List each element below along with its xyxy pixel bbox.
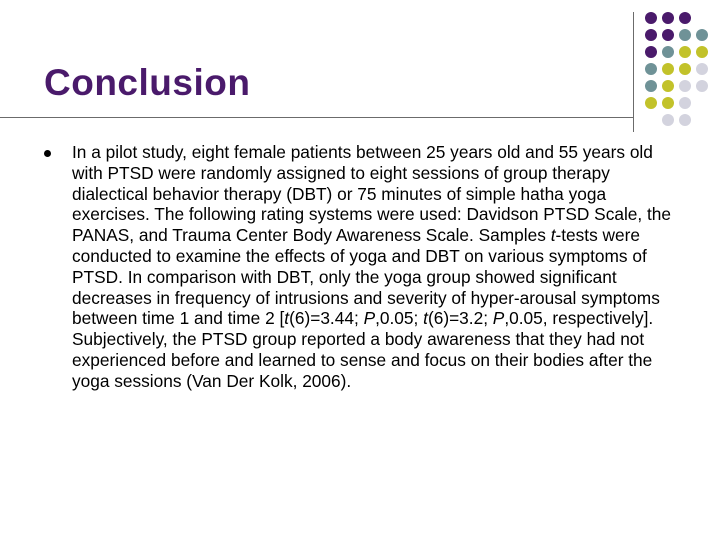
bullet-text: [72, 142, 684, 392]
text-segment: (6)=3.2;: [427, 308, 493, 329]
decorative-dot: [645, 46, 657, 58]
italic-text-segment: t: [550, 225, 556, 246]
text-segment: In a pilot study, eight female patients between 25 years old and 55 years old with PTSD were randomly assigned to eight sessions of group therapy dialectical behavior therapy (DBT) or 75 minutes of simple hatha yoga exercises. The following rating systems were used: Davidson PTSD Scale, the PANAS, and Trauma Center Body Awareness Scale. Samples: [72, 142, 672, 246]
decorative-dot: [662, 12, 674, 24]
bullet-dot-icon: [44, 150, 51, 157]
decorative-dot: [679, 29, 691, 41]
italic-text-segment: P: [363, 308, 376, 329]
text-segment: -tests were conducted to examine the effects of yoga and DBT on various symptoms of PTSD. In comparison with DBT, only the yoga group showed significant decreases in frequency of intrusions and severity of hyper-arousal symptoms between time 1 and time 2 [: [72, 225, 660, 329]
italic-text-segment: t: [423, 308, 428, 329]
bullet-item: [44, 142, 684, 392]
decorative-dot: [645, 80, 657, 92]
decorative-dot: [662, 114, 674, 126]
decorative-dot: [679, 80, 691, 92]
italic-text-segment: t: [284, 308, 290, 329]
decorative-dot: [696, 63, 708, 75]
italic-text-segment: P: [492, 308, 505, 329]
decorative-dot: [696, 46, 708, 58]
decorative-dot: [679, 114, 691, 126]
decorative-dot: [662, 80, 674, 92]
text-segment: ,0.05, respectively]. Subjectively, the PTSD group reported a body awareness that they had not experienced before and learned to sense and focus on their bodies after the yoga sessions (Van Der Kolk, 2006).: [72, 308, 654, 391]
decorative-dot: [679, 46, 691, 58]
decorative-dot: [696, 80, 708, 92]
decorative-dot: [662, 46, 674, 58]
decorative-dot: [645, 63, 657, 75]
decorative-dot: [679, 97, 691, 109]
decorative-dot: [679, 12, 691, 24]
vertical-divider: [633, 12, 634, 132]
title-divider: [0, 117, 634, 118]
decorative-dot: [645, 97, 657, 109]
decorative-dot: [645, 29, 657, 41]
text-segment: ,0.05;: [375, 308, 424, 329]
slide-title: Conclusion: [44, 62, 251, 103]
text-segment: (6)=3.44;: [289, 308, 364, 329]
decorative-dot: [696, 29, 708, 41]
decorative-dot: [662, 29, 674, 41]
decorative-dot: [662, 97, 674, 109]
decorative-dot: [679, 63, 691, 75]
slide-content: [44, 142, 684, 392]
decorative-dot: [662, 63, 674, 75]
decorative-dot: [645, 12, 657, 24]
